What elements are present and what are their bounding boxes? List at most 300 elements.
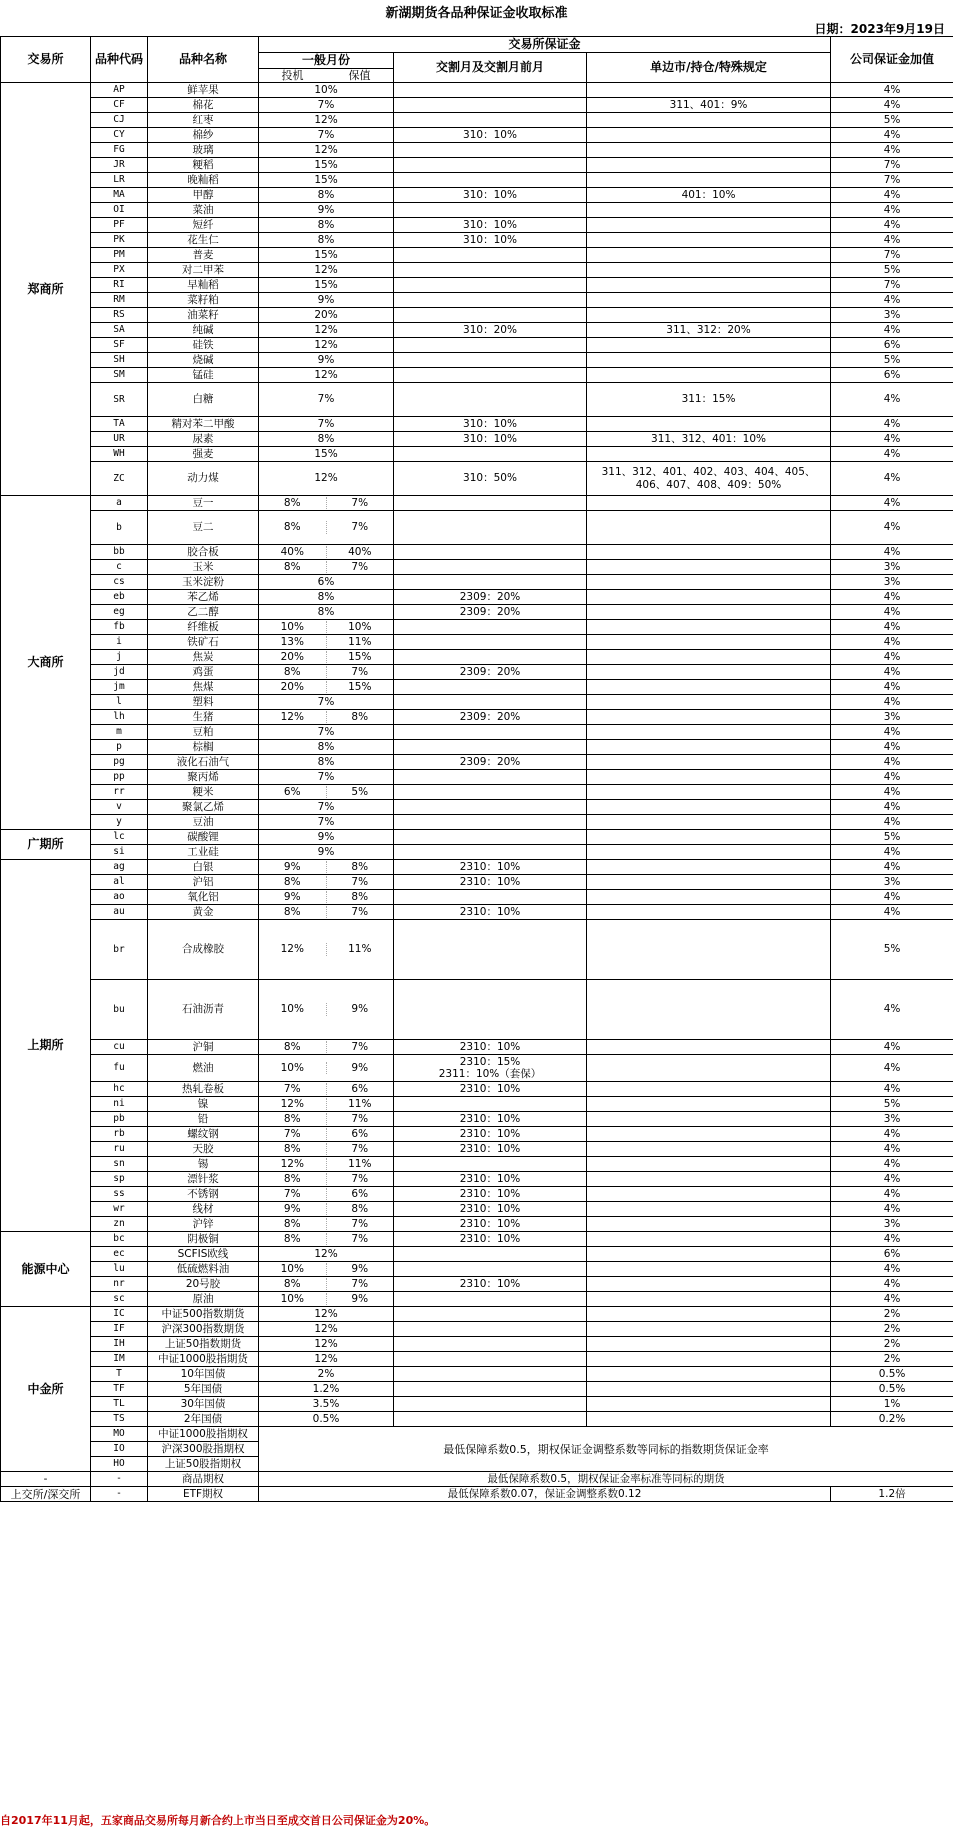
special-cell — [587, 1157, 831, 1172]
code-cell: ag — [91, 860, 148, 875]
table-row — [1, 158, 953, 173]
company-add-cell: 4% — [831, 203, 953, 218]
name-cell: 花生仁 — [148, 233, 259, 248]
delivery-month-cell — [394, 248, 587, 263]
general-month-cell: 20% — [259, 308, 394, 323]
name-cell: 石油沥青 — [148, 980, 259, 1040]
hedge-value: 7% — [351, 1232, 369, 1245]
delivery-month-cell — [394, 1307, 587, 1322]
table-row — [1, 1055, 953, 1082]
general-month-cell: 2% — [259, 1367, 394, 1382]
delivery-month-cell: 2310：10% — [394, 1217, 587, 1232]
table-row — [1, 920, 953, 980]
special-cell — [587, 635, 831, 650]
company-add-cell: 4% — [831, 143, 953, 158]
name-cell: 菜籽粕 — [148, 293, 259, 308]
table-row — [1, 511, 953, 545]
delivery-month-cell — [394, 143, 587, 158]
general-month-cell — [259, 1097, 394, 1112]
general-month-cell — [259, 1217, 394, 1232]
name-cell: 沪深300股指期权 — [148, 1442, 259, 1457]
company-add-cell: 7% — [831, 173, 953, 188]
special-cell: 401：10% — [587, 188, 831, 203]
special-cell — [587, 815, 831, 830]
table-row — [1, 650, 953, 665]
name-cell: 鲜苹果 — [148, 83, 259, 98]
special-cell — [587, 173, 831, 188]
header-code: 品种代码 — [91, 37, 148, 83]
general-month-cell — [259, 1202, 394, 1217]
special-cell — [587, 263, 831, 278]
spec-value: 8% — [259, 1278, 327, 1291]
general-month-cell: 15% — [259, 278, 394, 293]
spec-value: 9% — [259, 891, 327, 904]
special-cell — [587, 770, 831, 785]
delivery-month-cell: 310：50% — [394, 462, 587, 496]
company-add-cell: 3% — [831, 875, 953, 890]
general-month-cell: 7% — [259, 725, 394, 740]
table-row — [1, 263, 953, 278]
hedge-value: 7% — [351, 1172, 369, 1185]
special-cell — [587, 860, 831, 875]
code-cell: bc — [91, 1232, 148, 1247]
company-add-cell: 4% — [831, 1082, 953, 1097]
name-cell: 氧化铝 — [148, 890, 259, 905]
delivery-month-cell — [394, 1292, 587, 1307]
general-month-cell: 8% — [259, 432, 394, 447]
code-cell: v — [91, 800, 148, 815]
hedge-value: 8% — [351, 860, 369, 873]
header-name: 品种名称 — [148, 37, 259, 83]
name-cell: 聚氯乙烯 — [148, 800, 259, 815]
special-cell — [587, 447, 831, 462]
delivery-month-cell: 310：20% — [394, 323, 587, 338]
special-cell — [587, 845, 831, 860]
table-row — [1, 695, 953, 710]
header-special: 单边市/持仓/特殊规定 — [587, 53, 831, 83]
spec-value: 8% — [259, 497, 327, 510]
code-cell: JR — [91, 158, 148, 173]
general-month-cell: 12% — [259, 368, 394, 383]
spec-value: 20% — [259, 681, 327, 694]
spec-value: 8% — [259, 876, 327, 889]
special-cell — [587, 785, 831, 800]
name-cell: 硅铁 — [148, 338, 259, 353]
spec-value: 13% — [259, 636, 327, 649]
general-month-cell: 7% — [259, 800, 394, 815]
name-cell: 乙二醇 — [148, 605, 259, 620]
table-row — [1, 248, 953, 263]
code-cell: sn — [91, 1157, 148, 1172]
spec-value: 6% — [259, 786, 327, 799]
name-cell: 沪铜 — [148, 1040, 259, 1055]
general-month-cell: 10% — [259, 83, 394, 98]
general-month-cell — [259, 1157, 394, 1172]
general-month-cell — [259, 1142, 394, 1157]
special-cell — [587, 203, 831, 218]
commodity-options-note: 最低保障系数0.5，期权保证金率标准等同标的期货 — [259, 1472, 953, 1487]
hedge-value: 8% — [351, 1202, 369, 1215]
name-cell: 棉纱 — [148, 128, 259, 143]
hedge-value: 6% — [351, 1187, 369, 1200]
general-month-cell: 8% — [259, 218, 394, 233]
company-add-cell: 4% — [831, 432, 953, 447]
name-cell: 纯碱 — [148, 323, 259, 338]
delivery-month-cell — [394, 740, 587, 755]
company-add-cell: 4% — [831, 635, 953, 650]
special-cell — [587, 1352, 831, 1367]
delivery-month-cell: 310：10% — [394, 417, 587, 432]
name-cell: 工业硅 — [148, 845, 259, 860]
company-add-cell: 4% — [831, 1127, 953, 1142]
name-cell: 热轧卷板 — [148, 1082, 259, 1097]
general-month-cell — [259, 620, 394, 635]
special-cell: 311、312：20% — [587, 323, 831, 338]
table-row — [1, 665, 953, 680]
table-body — [1, 83, 953, 1502]
general-month-cell — [259, 1292, 394, 1307]
table-row — [1, 447, 953, 462]
special-cell — [587, 218, 831, 233]
delivery-month-cell — [394, 1352, 587, 1367]
name-cell: 镍 — [148, 1097, 259, 1112]
delivery-month-cell — [394, 830, 587, 845]
code-cell: ao — [91, 890, 148, 905]
name-cell: 塑料 — [148, 695, 259, 710]
company-add-cell: 4% — [831, 293, 953, 308]
table-row — [1, 1127, 953, 1142]
code-cell: IO — [91, 1442, 148, 1457]
hedge-value: 11% — [348, 635, 372, 648]
company-add-cell: 4% — [831, 188, 953, 203]
general-month-cell: 7% — [259, 98, 394, 113]
delivery-month-cell — [394, 1247, 587, 1262]
name-cell: 5年国债 — [148, 1382, 259, 1397]
spec-value: 10% — [259, 1062, 327, 1075]
general-month-cell — [259, 1127, 394, 1142]
code-cell: MA — [91, 188, 148, 203]
table-row — [1, 1367, 953, 1382]
hedge-value: 8% — [351, 890, 369, 903]
code-cell: ZC — [91, 462, 148, 496]
company-add-cell: 4% — [831, 785, 953, 800]
name-cell: 动力煤 — [148, 462, 259, 496]
code-cell: T — [91, 1367, 148, 1382]
delivery-month-cell — [394, 383, 587, 417]
delivery-month-cell — [394, 98, 587, 113]
table-row — [1, 1247, 953, 1262]
code-cell: RM — [91, 293, 148, 308]
special-cell — [587, 980, 831, 1040]
hedge-value: 7% — [351, 1277, 369, 1290]
spec-value: 9% — [259, 1203, 327, 1216]
special-cell — [587, 143, 831, 158]
delivery-month-cell: 2309：20% — [394, 710, 587, 725]
code-cell: FG — [91, 143, 148, 158]
table-row — [1, 113, 953, 128]
general-month-cell: 8% — [259, 755, 394, 770]
hedge-value: 9% — [351, 1003, 369, 1016]
code-cell: b — [91, 511, 148, 545]
delivery-month-cell — [394, 1055, 587, 1082]
delivery-month-cell: 310：10% — [394, 432, 587, 447]
delivery-month-cell — [394, 800, 587, 815]
general-month-cell: 12% — [259, 1322, 394, 1337]
delivery-month-cell: 2310：10% — [394, 1202, 587, 1217]
general-month-cell — [259, 1277, 394, 1292]
table-row — [1, 560, 953, 575]
table-row — [1, 545, 953, 560]
code-cell: ni — [91, 1097, 148, 1112]
code-cell: UR — [91, 432, 148, 447]
spec-value: 40% — [259, 546, 327, 559]
general-month-cell — [259, 1262, 394, 1277]
table-row — [1, 1277, 953, 1292]
delivery-month-cell — [394, 1397, 587, 1412]
table-row — [1, 1142, 953, 1157]
general-month-cell: 12% — [259, 1307, 394, 1322]
code-cell: au — [91, 905, 148, 920]
delivery-month-cell: 2310：10% — [394, 1040, 587, 1055]
company-add-cell: 3% — [831, 308, 953, 323]
delivery-month-cell: 2309：20% — [394, 665, 587, 680]
name-cell: 棕榈 — [148, 740, 259, 755]
code-cell: HO — [91, 1457, 148, 1472]
special-cell — [587, 1112, 831, 1127]
table-row — [1, 905, 953, 920]
company-add-cell: 4% — [831, 83, 953, 98]
code-cell: sp — [91, 1172, 148, 1187]
code-cell: CJ — [91, 113, 148, 128]
name-cell: 聚丙烯 — [148, 770, 259, 785]
code-cell: RI — [91, 278, 148, 293]
special-cell — [587, 890, 831, 905]
name-cell: 液化石油气 — [148, 755, 259, 770]
company-add-cell: 4% — [831, 725, 953, 740]
delivery-month-cell: 2309：20% — [394, 605, 587, 620]
name-cell: 沪锌 — [148, 1217, 259, 1232]
report-date: 日期：2023年9月19日 — [814, 22, 945, 36]
table-row — [1, 323, 953, 338]
name-cell: 漂针浆 — [148, 1172, 259, 1187]
special-cell — [587, 158, 831, 173]
general-month-cell — [259, 1040, 394, 1055]
exchange-cell: 大商所 — [1, 496, 91, 830]
spec-value: 12% — [259, 943, 327, 956]
spec-value: 8% — [259, 1143, 327, 1156]
name-cell: 对二甲苯 — [148, 263, 259, 278]
general-month-cell: 7% — [259, 128, 394, 143]
special-cell — [587, 496, 831, 511]
code-cell: IM — [91, 1352, 148, 1367]
code-cell: bu — [91, 980, 148, 1040]
table-row — [1, 218, 953, 233]
hedge-value: 7% — [351, 560, 369, 573]
special-cell — [587, 575, 831, 590]
table-row — [1, 845, 953, 860]
company-add-cell: 2% — [831, 1337, 953, 1352]
code-cell: ss — [91, 1187, 148, 1202]
table-row — [1, 293, 953, 308]
code-cell: sc — [91, 1292, 148, 1307]
company-add-cell: 4% — [831, 323, 953, 338]
general-month-cell: 8% — [259, 740, 394, 755]
name-cell: 原油 — [148, 1292, 259, 1307]
name-cell: 豆一 — [148, 496, 259, 511]
hedge-value: 7% — [351, 1112, 369, 1125]
hedge-value: 7% — [351, 1040, 369, 1053]
table-row — [1, 1157, 953, 1172]
general-month-cell — [259, 1187, 394, 1202]
delivery-month-cell — [394, 770, 587, 785]
special-cell — [587, 338, 831, 353]
hedge-value: 7% — [351, 521, 369, 534]
general-month-cell: 6% — [259, 575, 394, 590]
table-row — [1, 1262, 953, 1277]
special-cell — [587, 1127, 831, 1142]
name-cell: 红枣 — [148, 113, 259, 128]
delivery-month-cell: 2309：20% — [394, 755, 587, 770]
delivery-month-cell — [394, 635, 587, 650]
general-month-cell: 12% — [259, 1337, 394, 1352]
special-cell — [587, 83, 831, 98]
company-add-cell: 4% — [831, 800, 953, 815]
spec-value: 7% — [259, 1188, 327, 1201]
code-cell: hc — [91, 1082, 148, 1097]
company-add-cell: 4% — [831, 1157, 953, 1172]
delivery-month-cell — [394, 545, 587, 560]
delivery-month-cell: 2310：10% — [394, 1082, 587, 1097]
name-cell: 玉米淀粉 — [148, 575, 259, 590]
special-cell — [587, 511, 831, 545]
hedge-value: 6% — [351, 1082, 369, 1095]
name-cell: 白糖 — [148, 383, 259, 417]
header-spec: 投机 — [281, 69, 304, 82]
special-cell — [587, 1187, 831, 1202]
name-cell: 胶合板 — [148, 545, 259, 560]
table-row — [1, 1427, 953, 1442]
spec-value: 10% — [259, 1293, 327, 1306]
table-row — [1, 143, 953, 158]
spec-value: 8% — [259, 561, 327, 574]
special-cell — [587, 128, 831, 143]
page-title: 新湖期货各品种保证金收取标准 — [385, 6, 568, 21]
company-add-cell: 7% — [831, 158, 953, 173]
company-add-cell: 5% — [831, 113, 953, 128]
general-month-cell — [259, 710, 394, 725]
delivery-line: 2310：15% — [459, 1055, 521, 1068]
table-row — [1, 1382, 953, 1397]
name-cell: 普麦 — [148, 248, 259, 263]
table-row — [1, 1097, 953, 1112]
general-month-cell: 15% — [259, 248, 394, 263]
delivery-month-cell: 310：10% — [394, 128, 587, 143]
company-add-cell: 4% — [831, 233, 953, 248]
general-month-cell — [259, 980, 394, 1040]
name-cell: 不锈钢 — [148, 1187, 259, 1202]
code-cell: SM — [91, 368, 148, 383]
delivery-month-cell — [394, 158, 587, 173]
company-add-cell: 7% — [831, 278, 953, 293]
table-row — [1, 785, 953, 800]
name-cell: 苯乙烯 — [148, 590, 259, 605]
delivery-month-cell — [394, 1412, 587, 1427]
special-cell — [587, 1040, 831, 1055]
general-month-cell: 9% — [259, 203, 394, 218]
general-month-cell: 3.5% — [259, 1397, 394, 1412]
company-add-cell: 4% — [831, 590, 953, 605]
delivery-line: 2311：10%（套保） — [438, 1068, 542, 1081]
general-month-cell: 12% — [259, 462, 394, 496]
hedge-value: 10% — [348, 620, 372, 633]
company-add-cell: 4% — [831, 845, 953, 860]
name-cell: 铅 — [148, 1112, 259, 1127]
spec-value: 10% — [259, 621, 327, 634]
code-cell: i — [91, 635, 148, 650]
delivery-month-cell: 310：10% — [394, 188, 587, 203]
hedge-value: 9% — [351, 1292, 369, 1305]
table-row — [1, 1337, 953, 1352]
table-row — [1, 605, 953, 620]
special-cell — [587, 605, 831, 620]
code-cell: OI — [91, 203, 148, 218]
code-cell: c — [91, 560, 148, 575]
company-add-cell: 4% — [831, 770, 953, 785]
company-add-cell: 3% — [831, 575, 953, 590]
general-month-cell — [259, 545, 394, 560]
company-add-cell: 4% — [831, 1187, 953, 1202]
company-add-cell: 6% — [831, 1247, 953, 1262]
table-row — [1, 278, 953, 293]
spec-value: 8% — [259, 1218, 327, 1231]
code-cell: m — [91, 725, 148, 740]
company-add-cell: 5% — [831, 830, 953, 845]
special-cell — [587, 1097, 831, 1112]
special-cell — [587, 417, 831, 432]
table-row — [1, 432, 953, 447]
code-cell: fb — [91, 620, 148, 635]
general-month-cell — [259, 860, 394, 875]
code-cell: SA — [91, 323, 148, 338]
table-row — [1, 1202, 953, 1217]
table-row — [1, 755, 953, 770]
name-cell: 生猪 — [148, 710, 259, 725]
spec-value: 12% — [259, 1158, 327, 1171]
company-add-cell: 4% — [831, 605, 953, 620]
company-add-cell: 3% — [831, 710, 953, 725]
company-add-cell: 0.2% — [831, 1412, 953, 1427]
company-add-cell: 4% — [831, 695, 953, 710]
delivery-month-cell: 2310：10% — [394, 1187, 587, 1202]
special-cell — [587, 1337, 831, 1352]
etf-options-note: 最低保障系数0.07，保证金调整系数0.12 — [259, 1487, 831, 1502]
name-cell: 短纤 — [148, 218, 259, 233]
company-add-cell: 1.2倍 — [831, 1487, 953, 1502]
special-cell — [587, 113, 831, 128]
special-cell — [587, 1202, 831, 1217]
delivery-month-cell: 2310：10% — [394, 905, 587, 920]
name-cell: 上证50指数期货 — [148, 1337, 259, 1352]
name-cell: 中证1000股指期货 — [148, 1352, 259, 1367]
delivery-month-cell — [394, 920, 587, 980]
spec-value: 20% — [259, 651, 327, 664]
general-month-cell: 12% — [259, 263, 394, 278]
table-row — [1, 635, 953, 650]
company-add-cell: 4% — [831, 980, 953, 1040]
name-cell: 线材 — [148, 1202, 259, 1217]
company-add-cell: 4% — [831, 860, 953, 875]
name-cell: 黄金 — [148, 905, 259, 920]
